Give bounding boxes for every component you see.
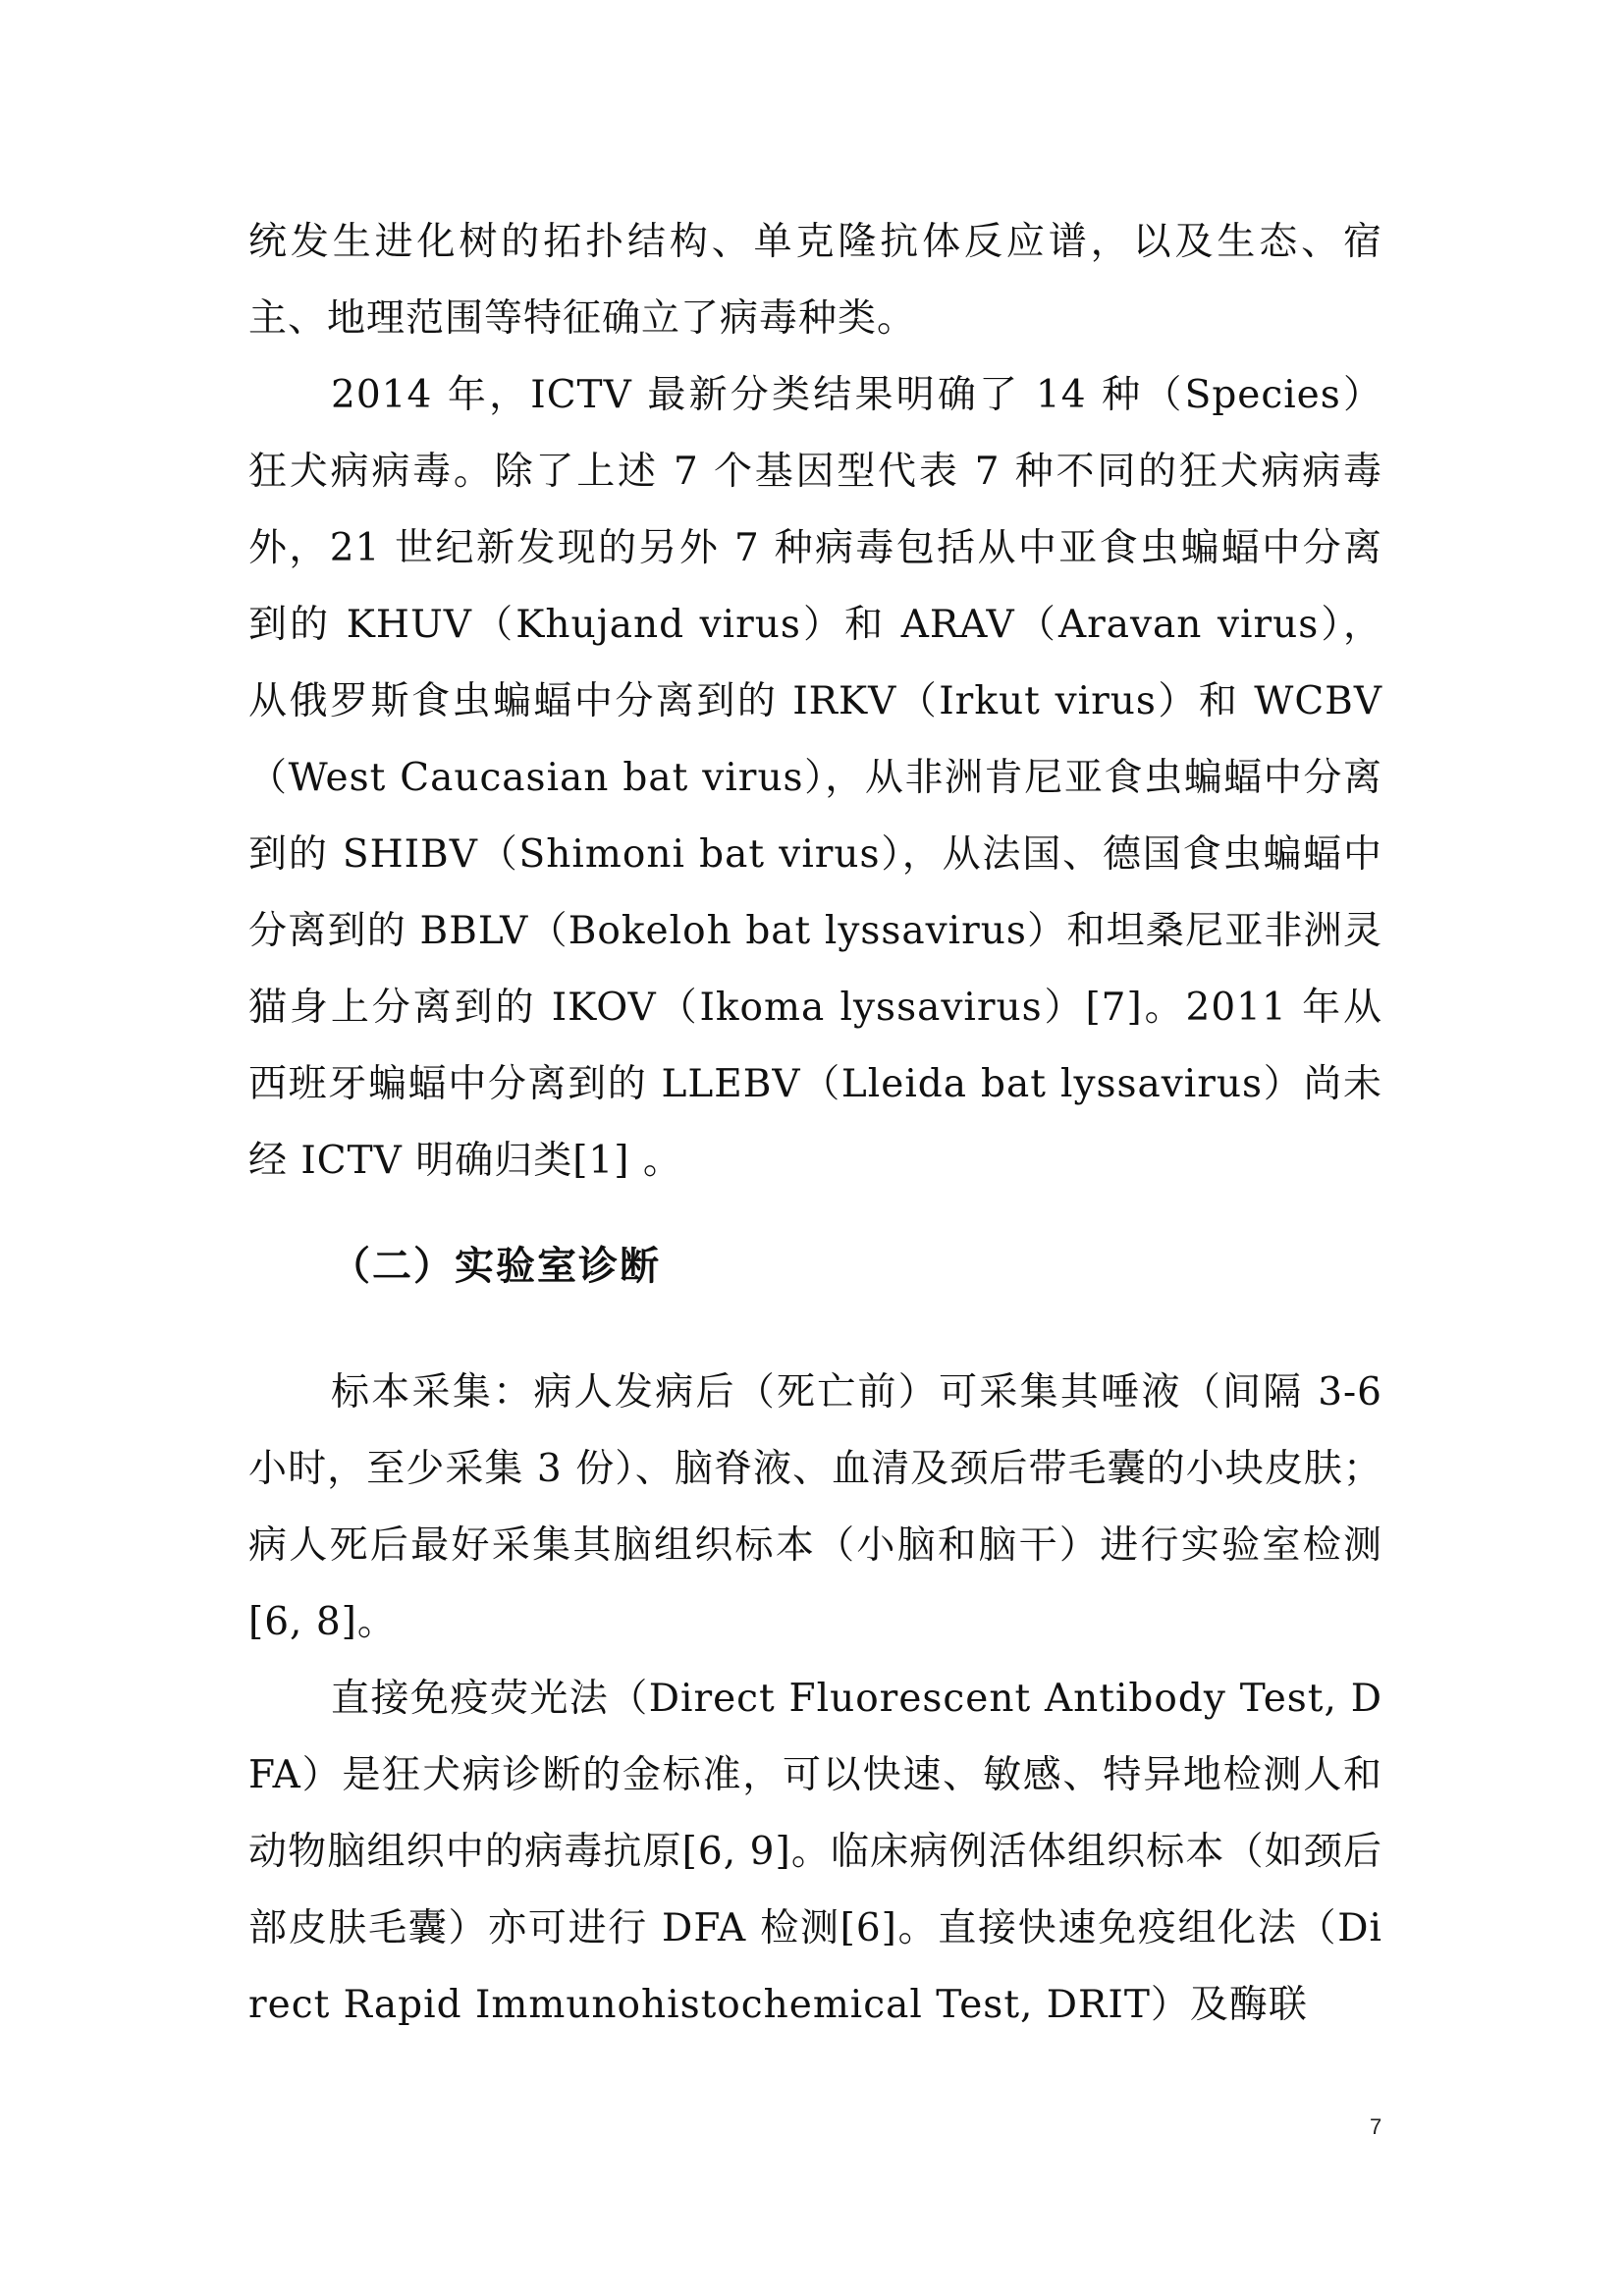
paragraph-dfa-method: 直接免疫荧光法（Direct Fluorescent Antibody Test, DFA）是狂犬病诊断的金标准，可以快速、敏感、特异地检测人和动物脑组织中的病毒抗原[6, 9]。临床病例活体组织标本（如颈后部皮肤毛囊）亦可进行 DFA 检测[6]。直接快速免疫组化法（Direct Rapid Immunohistochemical Test, DRIT）及酶联 [248, 1677, 1382, 2027]
paragraph-continuation: 统发生进化树的拓扑结构、单克隆抗体反应谱，以及生态、宿主、地理范围等特征确立了病毒种类。 [248, 220, 1382, 341]
page-number: 7 [1370, 2114, 1382, 2139]
paragraph-specimen-collection: 标本采集：病人发病后（死亡前）可采集其唾液（间隔 3-6 小时，至少采集 3 份）、脑脊液、血清及颈后带毛囊的小块皮肤；病人死后最好采集其脑组织标本（小脑和脑干）进行实验室检测[6, 8]。 [248, 1370, 1382, 1644]
paragraph-ictv-classification: 2014 年，ICTV 最新分类结果明确了 14 种（Species）狂犬病病毒。除了上述 7 个基因型代表 7 种不同的狂犬病病毒外，21 世纪新发现的另外 7 种病毒包括从中亚食虫蝙蝠中分离到的 KHUV（Khujand virus）和 ARAV（Aravan virus），从俄罗斯食虫蝙蝠中分离到的 IRKV（Irkut virus）和 WCBV（West Caucasian bat virus），从非洲肯尼亚食虫蝙蝠中分离到的 SHIBV（Shimoni bat virus），从法国、德国食虫蝙蝠中分离到的 BBLV（Bokeloh bat lyssavirus）和坦桑尼亚非洲灵猫身上分离到的 IKOV（Ikoma lyssavirus）[7]。2011 年从西班牙蝙蝠中分离到的 LLEBV（Lleida bat lyssavirus）尚未经 ICTV 明确归类[1] 。 [248, 373, 1382, 1183]
section-heading: （二）实验室诊断 [331, 1244, 661, 1289]
